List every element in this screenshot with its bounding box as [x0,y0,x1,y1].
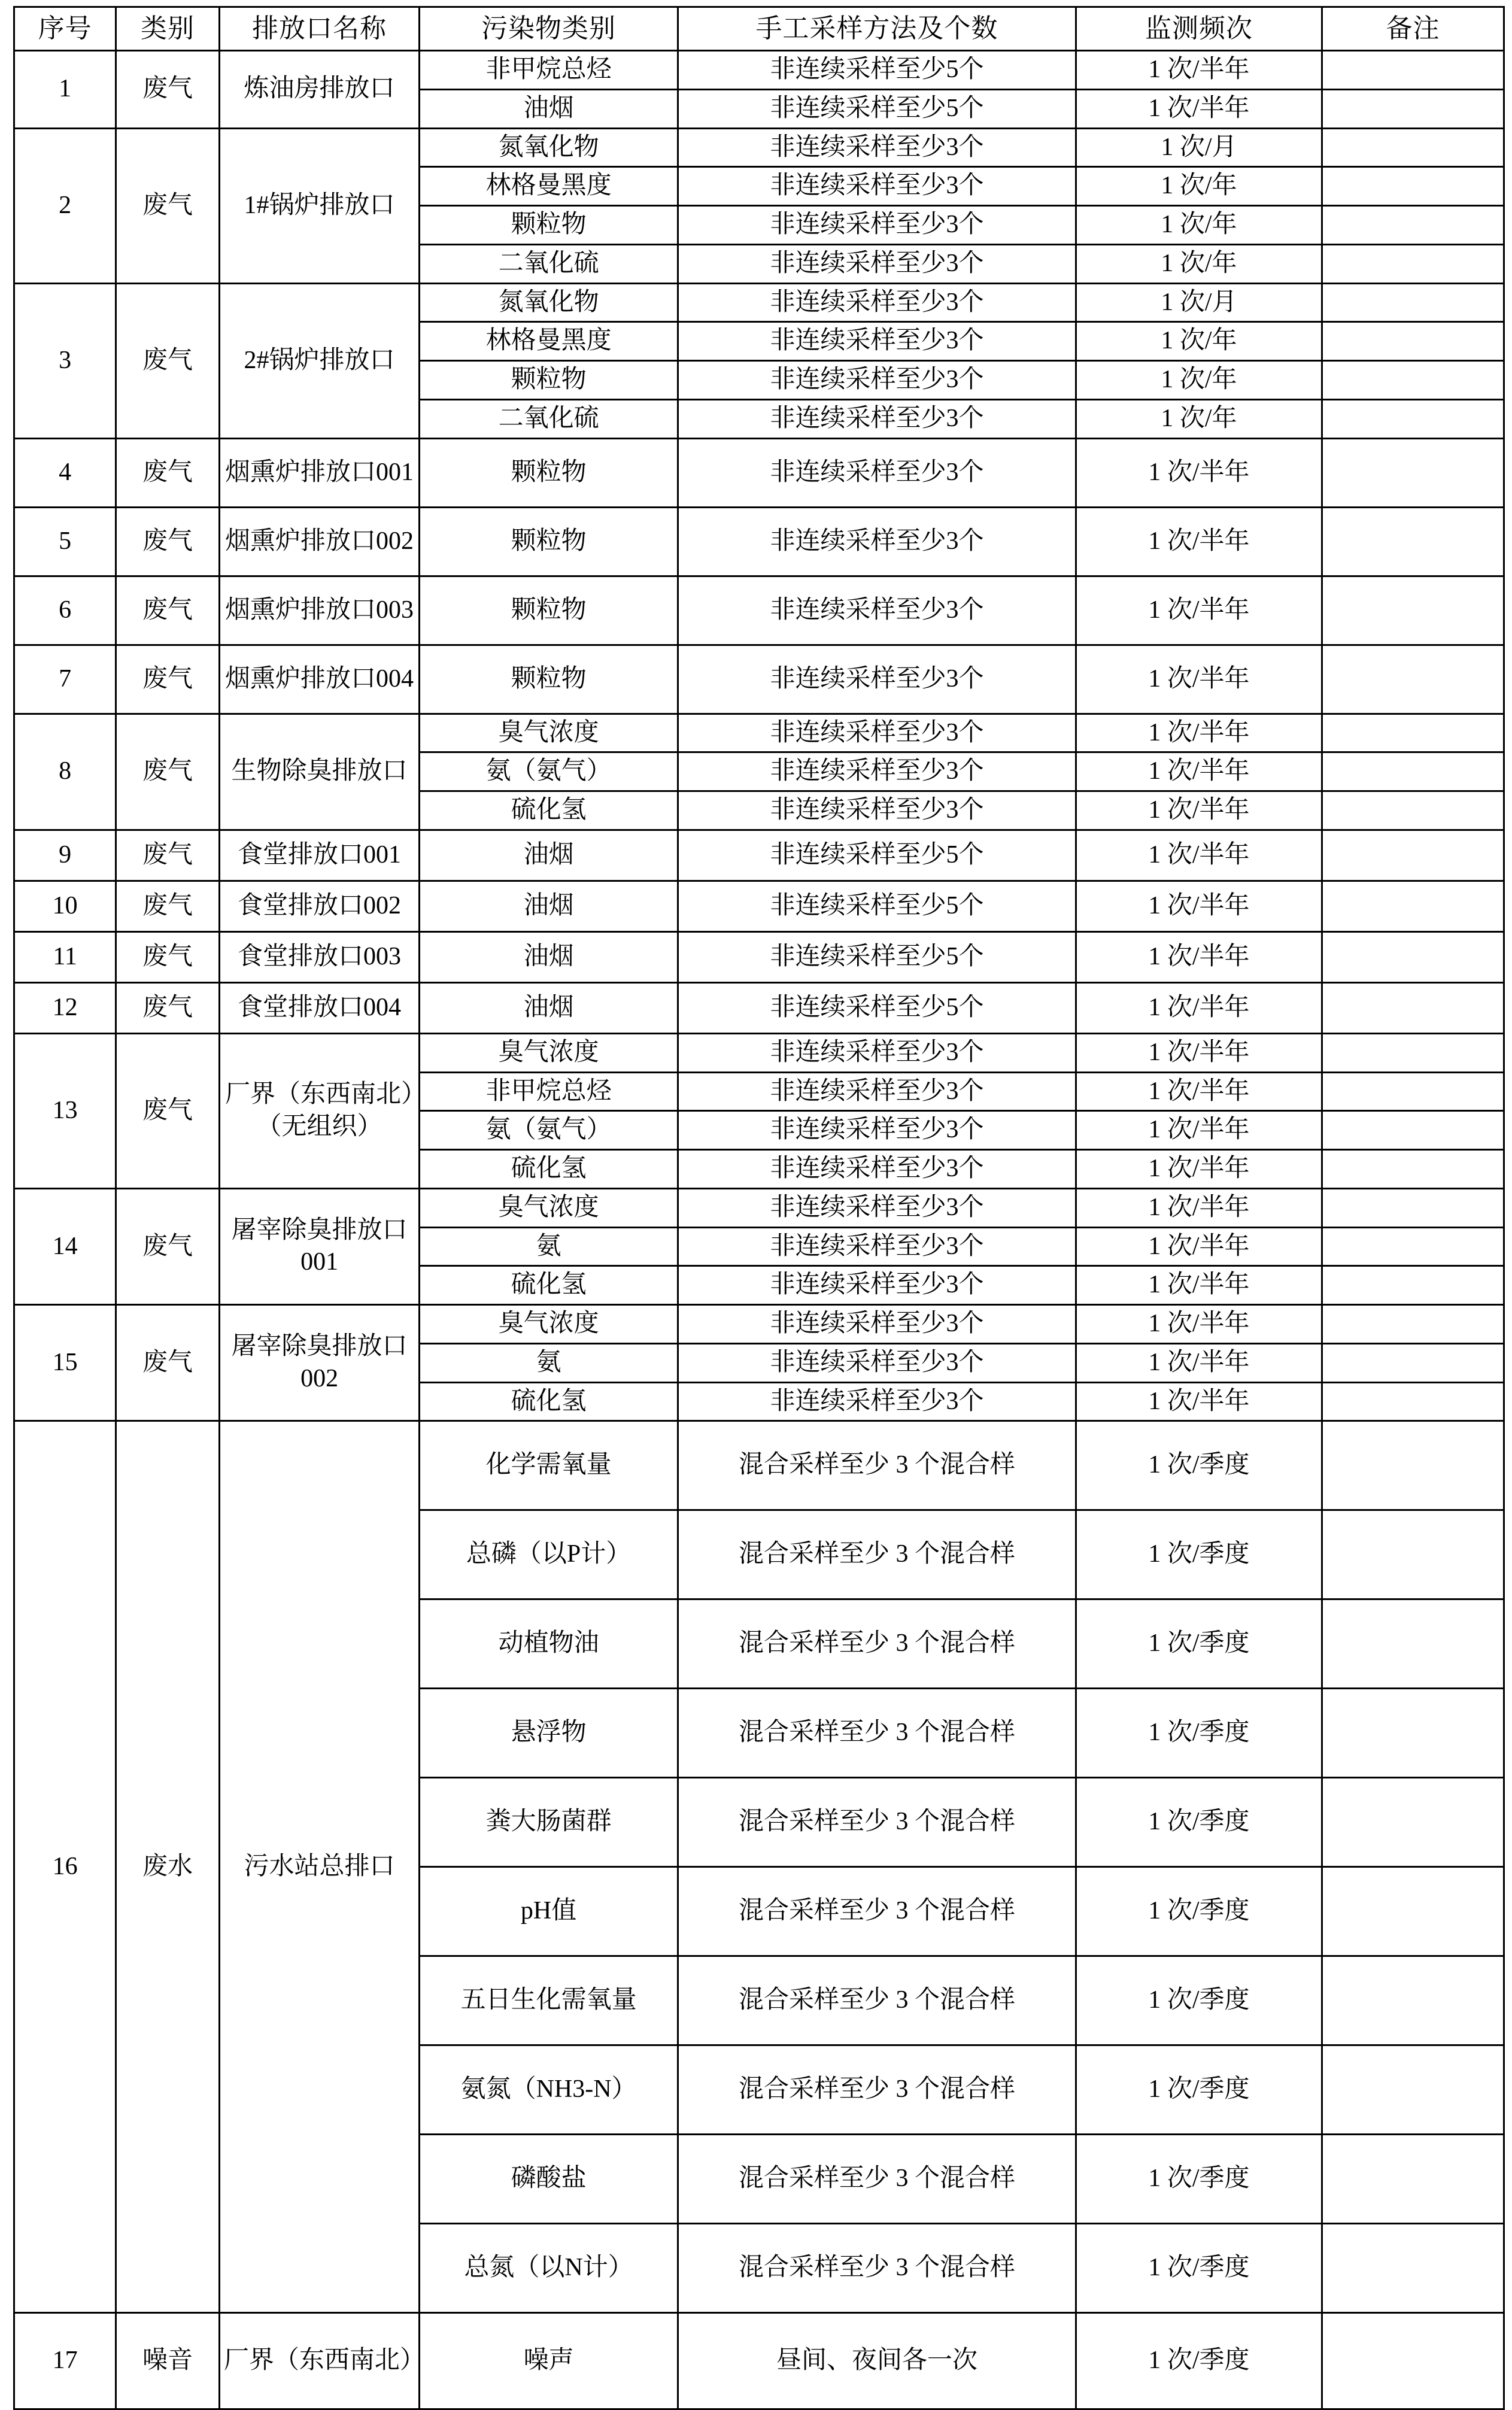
table-row [14,507,1504,576]
cell-frequency: 1 次/季度 [1076,2313,1322,2409]
cell-remark [1322,1778,1504,1867]
cell-pollutant: 硫化氢 [420,1382,678,1421]
cell-frequency: 1 次/半年 [1076,1227,1322,1266]
table-row [14,931,1504,982]
cell-frequency: 1 次/年 [1076,399,1322,438]
cell-index: 4 [14,438,116,507]
cell-remark [1322,2313,1504,2409]
cell-frequency: 1 次/半年 [1076,1266,1322,1305]
cell-frequency: 1 次/半年 [1076,1188,1322,1227]
cell-frequency: 1 次/半年 [1076,645,1322,714]
column-header-sampling-method: 手工采样方法及个数 [678,7,1076,51]
cell-sampling-method: 混合采样至少 3 个混合样 [678,2135,1076,2224]
cell-category: 废气 [116,128,220,283]
cell-sampling-method: 混合采样至少 3 个混合样 [678,1510,1076,1599]
cell-pollutant: pH值 [420,1867,678,1956]
cell-frequency: 1 次/半年 [1076,576,1322,645]
cell-sampling-method: 非连续采样至少5个 [678,51,1076,90]
cell-remark [1322,438,1504,507]
table-row [14,830,1504,881]
cell-category: 废气 [116,1188,220,1304]
cell-sampling-method: 非连续采样至少3个 [678,1150,1076,1189]
cell-remark [1322,1111,1504,1150]
cell-sampling-method: 非连续采样至少5个 [678,931,1076,982]
cell-remark [1322,2045,1504,2135]
cell-index: 1 [14,51,116,129]
cell-frequency: 1 次/年 [1076,322,1322,361]
cell-pollutant: 臭气浓度 [420,1033,678,1072]
cell-frequency: 1 次/月 [1076,128,1322,167]
cell-frequency: 1 次/季度 [1076,1599,1322,1689]
cell-remark [1322,1305,1504,1344]
cell-frequency: 1 次/季度 [1076,1778,1322,1867]
cell-index: 5 [14,507,116,576]
cell-category: 废气 [116,438,220,507]
cell-index: 16 [14,1421,116,2313]
cell-index: 17 [14,2313,116,2409]
cell-pollutant: 油烟 [420,89,678,128]
table-header [14,7,1504,51]
cell-pollutant: 总氮（以N计） [420,2224,678,2313]
cell-sampling-method: 非连续采样至少5个 [678,89,1076,128]
cell-remark [1322,128,1504,167]
column-header-outlet-name: 排放口名称 [219,7,419,51]
table-row [14,1421,1504,1510]
cell-pollutant: 氮氧化物 [420,128,678,167]
cell-frequency: 1 次/季度 [1076,1421,1322,1510]
cell-pollutant: 臭气浓度 [420,714,678,752]
column-header-remark: 备注 [1322,7,1504,51]
cell-remark [1322,1599,1504,1689]
cell-pollutant: 氨 [420,1227,678,1266]
cell-frequency: 1 次/季度 [1076,2224,1322,2313]
cell-sampling-method: 混合采样至少 3 个混合样 [678,1421,1076,1510]
cell-outlet-name: 烟熏炉排放口002 [219,507,419,576]
cell-category: 废气 [116,982,220,1033]
cell-category: 废水 [116,1421,220,2313]
cell-frequency: 1 次/半年 [1076,1305,1322,1344]
cell-frequency: 1 次/年 [1076,206,1322,245]
cell-remark [1322,714,1504,752]
cell-frequency: 1 次/半年 [1076,438,1322,507]
cell-remark [1322,1421,1504,1510]
cell-category: 废气 [116,576,220,645]
cell-outlet-name: 烟熏炉排放口001 [219,438,419,507]
cell-sampling-method: 混合采样至少 3 个混合样 [678,1956,1076,2045]
cell-pollutant: 臭气浓度 [420,1188,678,1227]
cell-index: 12 [14,982,116,1033]
cell-sampling-method: 非连续采样至少3个 [678,167,1076,206]
cell-sampling-method: 非连续采样至少5个 [678,830,1076,881]
cell-remark [1322,1150,1504,1189]
cell-sampling-method: 非连续采样至少3个 [678,1227,1076,1266]
cell-remark [1322,167,1504,206]
cell-sampling-method: 非连续采样至少3个 [678,507,1076,576]
table-body [14,51,1504,2409]
cell-pollutant: 林格曼黑度 [420,322,678,361]
cell-outlet-name: 食堂排放口001 [219,830,419,881]
cell-remark [1322,1033,1504,1072]
column-header-index: 序号 [14,7,116,51]
cell-index: 15 [14,1305,116,1421]
table-row [14,1188,1504,1227]
cell-frequency: 1 次/季度 [1076,1956,1322,2045]
table-row [14,1305,1504,1344]
cell-pollutant: 油烟 [420,830,678,881]
cell-pollutant: 非甲烷总烃 [420,51,678,90]
table-row [14,982,1504,1033]
table-row [14,2313,1504,2409]
cell-pollutant: 颗粒物 [420,645,678,714]
cell-frequency: 1 次/半年 [1076,1033,1322,1072]
table-row [14,645,1504,714]
cell-remark [1322,2135,1504,2224]
cell-frequency: 1 次/半年 [1076,830,1322,881]
cell-pollutant: 颗粒物 [420,576,678,645]
cell-frequency: 1 次/半年 [1076,1382,1322,1421]
table-row [14,51,1504,90]
cell-pollutant: 二氧化硫 [420,244,678,283]
cell-pollutant: 总磷（以P计） [420,1510,678,1599]
column-header-category: 类别 [116,7,220,51]
cell-remark [1322,322,1504,361]
cell-frequency: 1 次/半年 [1076,1150,1322,1189]
cell-outlet-name: 烟熏炉排放口003 [219,576,419,645]
cell-sampling-method: 非连续采样至少3个 [678,322,1076,361]
cell-outlet-name: 屠宰除臭排放口001 [219,1188,419,1304]
cell-sampling-method: 非连续采样至少3个 [678,1033,1076,1072]
cell-remark [1322,1343,1504,1382]
cell-sampling-method: 非连续采样至少3个 [678,791,1076,830]
cell-sampling-method: 非连续采样至少5个 [678,982,1076,1033]
cell-pollutant: 粪大肠菌群 [420,1778,678,1867]
table-row [14,714,1504,752]
cell-remark [1322,283,1504,322]
cell-frequency: 1 次/半年 [1076,982,1322,1033]
cell-pollutant: 颗粒物 [420,507,678,576]
cell-pollutant: 油烟 [420,881,678,931]
cell-pollutant: 硫化氢 [420,1266,678,1305]
cell-pollutant: 氮氧化物 [420,283,678,322]
cell-category: 噪音 [116,2313,220,2409]
cell-sampling-method: 非连续采样至少5个 [678,881,1076,931]
cell-pollutant: 悬浮物 [420,1689,678,1778]
cell-sampling-method: 非连续采样至少3个 [678,1111,1076,1150]
cell-sampling-method: 非连续采样至少3个 [678,1266,1076,1305]
cell-outlet-name: 厂界（东西南北）（无组织） [219,1033,419,1188]
cell-sampling-method: 非连续采样至少3个 [678,1382,1076,1421]
cell-index: 6 [14,576,116,645]
cell-outlet-name: 烟熏炉排放口004 [219,645,419,714]
cell-index: 13 [14,1033,116,1188]
cell-category: 废气 [116,881,220,931]
cell-outlet-name: 污水站总排口 [219,1421,419,2313]
cell-remark [1322,1510,1504,1599]
cell-remark [1322,1382,1504,1421]
cell-remark [1322,2224,1504,2313]
cell-category: 废气 [116,830,220,881]
cell-sampling-method: 混合采样至少 3 个混合样 [678,1778,1076,1867]
cell-frequency: 1 次/季度 [1076,1867,1322,1956]
cell-frequency: 1 次/半年 [1076,931,1322,982]
cell-sampling-method: 非连续采样至少3个 [678,283,1076,322]
cell-remark [1322,752,1504,791]
table-row [14,576,1504,645]
cell-sampling-method: 混合采样至少 3 个混合样 [678,1867,1076,1956]
cell-pollutant: 氨（氨气） [420,1111,678,1150]
cell-outlet-name: 炼油房排放口 [219,51,419,129]
cell-category: 废气 [116,1033,220,1188]
cell-category: 废气 [116,51,220,129]
cell-remark [1322,399,1504,438]
cell-remark [1322,645,1504,714]
cell-index: 9 [14,830,116,881]
cell-frequency: 1 次/半年 [1076,881,1322,931]
cell-pollutant: 氨氮（NH3-N） [420,2045,678,2135]
cell-outlet-name: 食堂排放口002 [219,881,419,931]
cell-sampling-method: 非连续采样至少3个 [678,714,1076,752]
cell-index: 3 [14,283,116,438]
cell-frequency: 1 次/半年 [1076,1343,1322,1382]
cell-pollutant: 非甲烷总烃 [420,1072,678,1111]
cell-outlet-name: 食堂排放口004 [219,982,419,1033]
cell-pollutant: 硫化氢 [420,791,678,830]
cell-frequency: 1 次/半年 [1076,1111,1322,1150]
cell-pollutant: 氨（氨气） [420,752,678,791]
cell-sampling-method: 非连续采样至少3个 [678,1188,1076,1227]
cell-pollutant: 颗粒物 [420,206,678,245]
cell-remark [1322,51,1504,90]
table-row [14,881,1504,931]
header-row [14,7,1504,51]
table-row [14,438,1504,507]
cell-frequency: 1 次/年 [1076,361,1322,400]
cell-pollutant: 臭气浓度 [420,1305,678,1344]
cell-sampling-method: 混合采样至少 3 个混合样 [678,2045,1076,2135]
cell-remark [1322,244,1504,283]
cell-sampling-method: 非连续采样至少3个 [678,752,1076,791]
cell-frequency: 1 次/年 [1076,167,1322,206]
cell-pollutant: 五日生化需氧量 [420,1956,678,2045]
cell-sampling-method: 非连续采样至少3个 [678,438,1076,507]
cell-remark [1322,89,1504,128]
cell-pollutant: 林格曼黑度 [420,167,678,206]
cell-frequency: 1 次/季度 [1076,2135,1322,2224]
cell-remark [1322,982,1504,1033]
cell-pollutant: 颗粒物 [420,361,678,400]
cell-frequency: 1 次/月 [1076,283,1322,322]
cell-sampling-method: 非连续采样至少3个 [678,206,1076,245]
cell-remark [1322,361,1504,400]
column-header-monitoring-frequency: 监测频次 [1076,7,1322,51]
cell-index: 2 [14,128,116,283]
cell-remark [1322,576,1504,645]
cell-outlet-name: 屠宰除臭排放口002 [219,1305,419,1421]
cell-remark [1322,881,1504,931]
table-row [14,283,1504,322]
cell-index: 10 [14,881,116,931]
cell-sampling-method: 非连续采样至少3个 [678,1343,1076,1382]
cell-remark [1322,830,1504,881]
cell-remark [1322,1867,1504,1956]
cell-pollutant: 硫化氢 [420,1150,678,1189]
cell-frequency: 1 次/季度 [1076,1510,1322,1599]
cell-index: 11 [14,931,116,982]
cell-pollutant: 化学需氧量 [420,1421,678,1510]
cell-remark [1322,1266,1504,1305]
cell-sampling-method: 混合采样至少 3 个混合样 [678,2224,1076,2313]
cell-pollutant: 噪声 [420,2313,678,2409]
cell-frequency: 1 次/季度 [1076,1689,1322,1778]
cell-sampling-method: 昼间、夜间各一次 [678,2313,1076,2409]
cell-frequency: 1 次/季度 [1076,2045,1322,2135]
cell-remark [1322,931,1504,982]
cell-pollutant: 动植物油 [420,1599,678,1689]
cell-sampling-method: 非连续采样至少3个 [678,399,1076,438]
cell-frequency: 1 次/半年 [1076,89,1322,128]
cell-pollutant: 油烟 [420,931,678,982]
cell-remark [1322,791,1504,830]
cell-outlet-name: 食堂排放口003 [219,931,419,982]
cell-sampling-method: 非连续采样至少3个 [678,576,1076,645]
cell-index: 7 [14,645,116,714]
table-row [14,1033,1504,1072]
cell-sampling-method: 非连续采样至少3个 [678,1072,1076,1111]
cell-remark [1322,1188,1504,1227]
cell-frequency: 1 次/半年 [1076,714,1322,752]
cell-remark [1322,206,1504,245]
cell-outlet-name: 1#锅炉排放口 [219,128,419,283]
column-header-pollutant-type: 污染物类别 [420,7,678,51]
cell-remark [1322,507,1504,576]
cell-pollutant: 颗粒物 [420,438,678,507]
table-row [14,128,1504,167]
cell-sampling-method: 非连续采样至少3个 [678,128,1076,167]
cell-frequency: 1 次/半年 [1076,507,1322,576]
cell-category: 废气 [116,283,220,438]
cell-sampling-method: 非连续采样至少3个 [678,1305,1076,1344]
cell-sampling-method: 非连续采样至少3个 [678,244,1076,283]
cell-sampling-method: 非连续采样至少3个 [678,645,1076,714]
cell-outlet-name: 生物除臭排放口 [219,714,419,830]
cell-pollutant: 磷酸盐 [420,2135,678,2224]
cell-frequency: 1 次/年 [1076,244,1322,283]
cell-category: 废气 [116,507,220,576]
cell-pollutant: 油烟 [420,982,678,1033]
cell-category: 废气 [116,931,220,982]
cell-remark [1322,1956,1504,2045]
cell-sampling-method: 混合采样至少 3 个混合样 [678,1599,1076,1689]
cell-frequency: 1 次/半年 [1076,752,1322,791]
cell-frequency: 1 次/半年 [1076,791,1322,830]
cell-sampling-method: 非连续采样至少3个 [678,361,1076,400]
cell-remark [1322,1689,1504,1778]
cell-frequency: 1 次/半年 [1076,1072,1322,1111]
cell-index: 8 [14,714,116,830]
cell-frequency: 1 次/半年 [1076,51,1322,90]
cell-category: 废气 [116,714,220,830]
cell-sampling-method: 混合采样至少 3 个混合样 [678,1689,1076,1778]
cell-remark [1322,1072,1504,1111]
cell-pollutant: 氨 [420,1343,678,1382]
monitoring-plan-table [13,6,1505,2410]
cell-index: 14 [14,1188,116,1304]
cell-category: 废气 [116,1305,220,1421]
cell-outlet-name: 厂界（东西南北） [219,2313,419,2409]
cell-category: 废气 [116,645,220,714]
cell-outlet-name: 2#锅炉排放口 [219,283,419,438]
cell-pollutant: 二氧化硫 [420,399,678,438]
cell-remark [1322,1227,1504,1266]
